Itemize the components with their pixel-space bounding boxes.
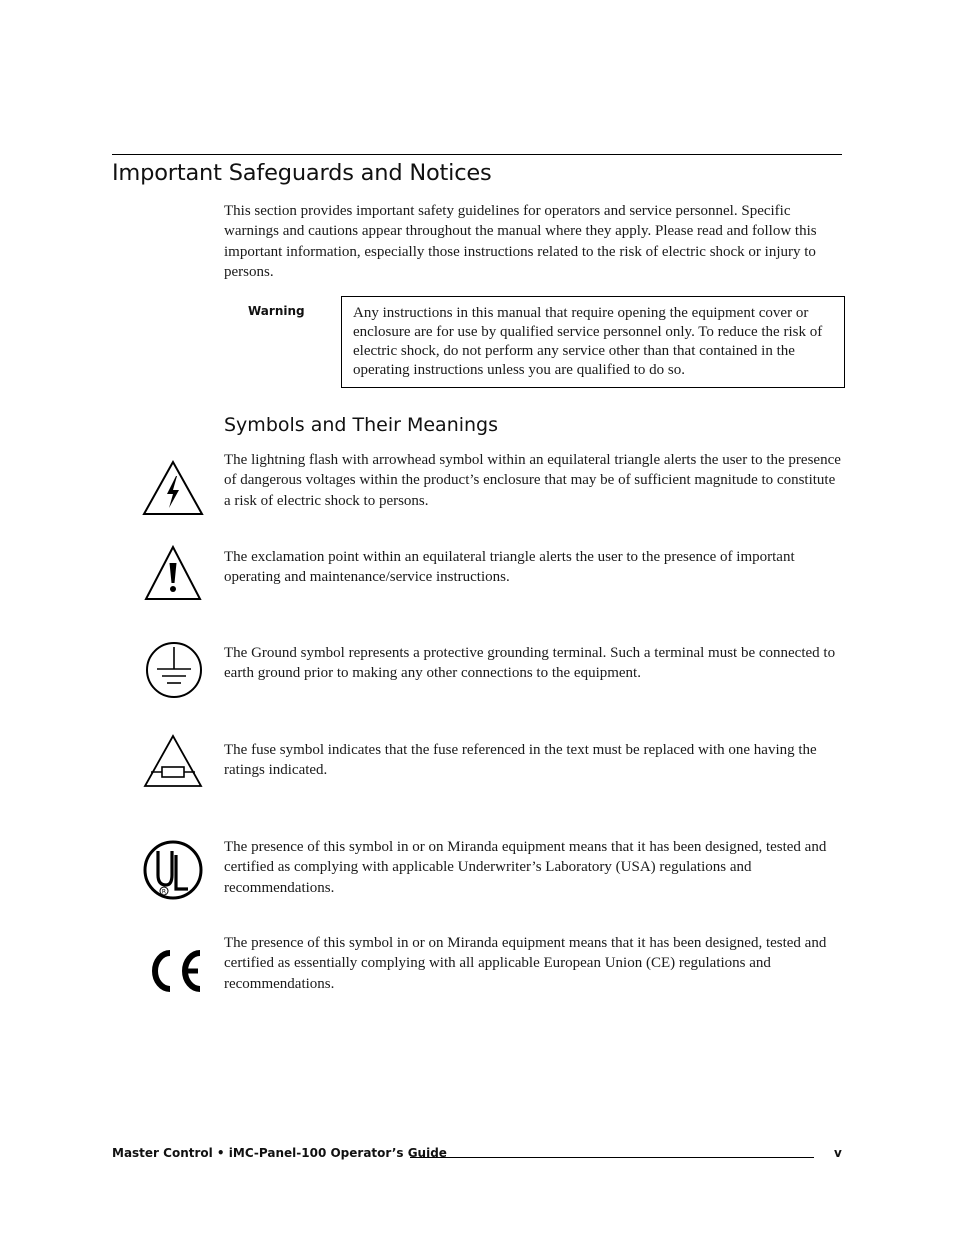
- symbol-text: The Ground symbol represents a protective grounding terminal. Such a terminal must be connected to earth ground prior to making any other connections to the equipment.: [224, 645, 836, 682]
- footer-rule: [410, 1157, 814, 1158]
- intro-paragraph: This section provides important safety guidelines for operators and service personnel. Specific warnings and cautions appear throughout the manual where they apply. Please read and follow this important information, especially those instructions related to the risk of electric shock or injury to persons.: [224, 203, 817, 280]
- warning-label: Warning: [248, 304, 305, 318]
- exclamation-triangle-icon: [140, 541, 206, 607]
- fuse-triangle-icon: [140, 732, 206, 798]
- page-number: v: [834, 1146, 842, 1160]
- symbols-title: Symbols and Their Meanings: [224, 414, 499, 436]
- svg-text:R: R: [161, 888, 167, 896]
- symbol-text: The fuse symbol indicates that the fuse referenced in the text must be replaced with one having the ratings indicated.: [224, 742, 817, 779]
- symbol-text: The presence of this symbol in or on Miranda equipment means that it has been designed, tested and certified as essentially complying with all applicable European Union (CE) regulations and recommendations.: [224, 935, 827, 992]
- symbol-text: The lightning flash with arrowhead symbol within an equilateral triangle alerts the user to the presence of dangerous voltages within the product’s enclosure that may be of sufficient magnitude to constitute a risk of electric shock to persons.: [224, 452, 841, 509]
- top-rule: [112, 154, 842, 155]
- ul-mark-icon: [140, 837, 206, 903]
- symbol-text: The exclamation point within an equilateral triangle alerts the user to the presence of important operating and maintenance/service instructions.: [224, 549, 795, 586]
- lightning-triangle-icon: [140, 456, 206, 522]
- ground-symbol-icon: [140, 637, 206, 703]
- symbol-text: The presence of this symbol in or on Miranda equipment means that it has been designed, tested and certified as complying with applicable Underwriter’s Laboratory (USA) regulations and recommendations.: [224, 839, 827, 896]
- warning-box: Any instructions in this manual that require opening the equipment cover or enclosure are for use by qualified service personnel only. To reduce the risk of electric shock, do not perform any service other than that contained in the operating instructions unless you are qualified to do so.: [341, 296, 845, 388]
- page-title: Important Safeguards and Notices: [112, 160, 492, 186]
- ce-mark-icon: [140, 938, 206, 1004]
- footer-title: Master Control • iMC-Panel-100 Operator’s Guide: [112, 1146, 447, 1160]
